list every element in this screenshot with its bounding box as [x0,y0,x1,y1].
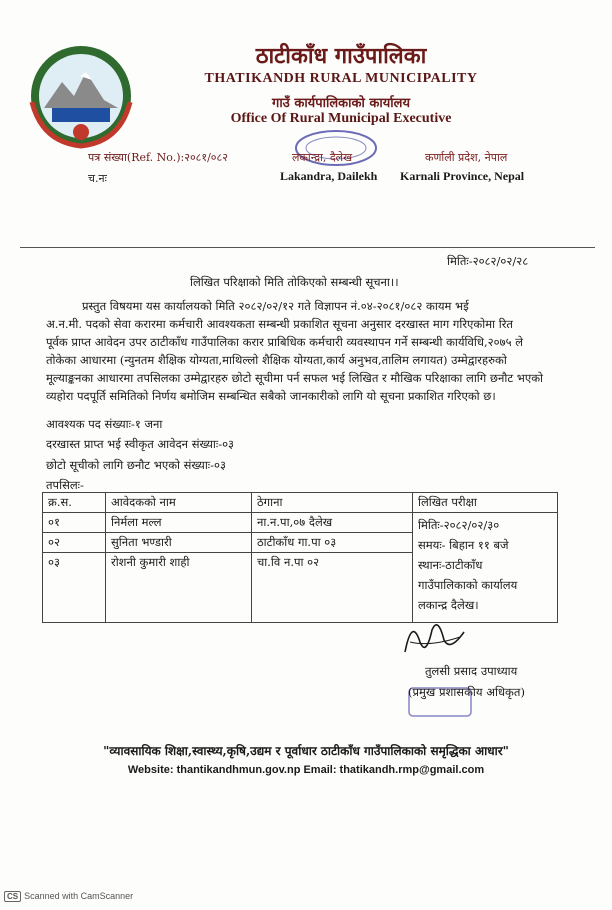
address-cell: ना.न.पा,०७ दैलेख [252,513,413,533]
scanner-watermark [4,891,133,902]
table-row [43,513,558,533]
camscanner-icon: CS [4,891,21,902]
notice-paragraph [46,297,566,405]
letter-date: मितिः-२०८२/०२/२८ [447,254,529,268]
exam-venue: स्थानः-ठाटीकाँध [418,558,483,572]
column-header: क्र.स. [43,493,106,513]
serial-cell: ०२ [43,533,106,553]
header-divider [20,247,595,248]
column-header: आवेदकको नाम [106,493,252,513]
municipality-name-nepali: ठाटीकाँध गाउँपालिका [255,43,427,69]
province-english: Karnali Province, Nepal [400,169,525,183]
candidates-table [42,492,558,623]
name-cell: रोशनी कुमारी शाही [106,553,252,623]
office-name-english: Office Of Rural Municipal Executive [230,111,452,126]
name-cell: सुनिता भण्डारी [106,533,252,553]
paragraph-line: व्यहोरा पदपूर्ति समितिको निर्णय बमोजिम सम्बन्धित सबैको जानकारीको लागि यो सूचना प्रकाशित गरिएको छ। [46,389,496,403]
name-cell: निर्मला मल्ल [106,513,252,533]
exam-time: समयः- बिहान ११ बजे [418,538,509,552]
scanner-text: Scanned with CamScanner [24,891,134,901]
shortlisted-count: छोटो सूचीको लागि छनौट भएको संख्याः-०३ [46,458,226,472]
dispatch-number: च.नः [88,172,107,185]
footer-slogan: "व्यावसायिक शिक्षा,स्वास्थ्य,कृषि,उद्यम र पूर्वाधार ठाटीकाँध गाउँपालिकाको समृद्धिका आधार" [103,744,509,758]
location-english: Lakandra, Dailekh [280,169,378,183]
required-posts: आवश्यक पद संख्याः-१ जना [46,417,163,431]
municipality-name-english: THATIKANDH RURAL MUNICIPALITY [204,71,478,86]
paragraph-line: पूर्वक प्राप्त आवेदन उपर ठाटीकाँध गाउँपालिका करार प्राबिधिक कर्मचारी व्यवस्थापन गर्ने सम्बन्धी कार्यविधि,२०७५ ले [46,335,524,349]
exam-venue: गाउँपालिकाको कार्यालय [418,578,518,592]
paragraph-line: अ.न.मी. पदको सेवा करारमा कर्मचारी आवश्यकता सम्बन्धी प्रकाशित सूचना अनुसार दरखास्त माग गरिएकोमा रित [46,317,513,331]
accepted-applications: दरखास्त प्राप्त भई स्वीकृत आवेदन संख्याः-०३ [46,437,235,451]
paragraph-line: प्रस्तुत विषयमा यस कार्यालयको मिति २०८२/०२/१२ गते विज्ञापन नं.०४-२०८१/०८२ कायम भई [82,299,469,313]
exam-venue: लकान्द्र दैलेख। [418,598,479,612]
tapasil-label: तपसिलः- [46,478,84,492]
serial-cell: ०१ [43,513,106,533]
notice-subject: लिखित परिक्षाको मिति तोकिएको सम्बन्धी सूचना।। [190,275,399,289]
exam-date: मितिः-२०८२/०२/३० [418,518,500,532]
column-header: ठेगाना [252,493,413,513]
serial-cell: ०३ [43,553,106,623]
column-header: लिखित परीक्षा [413,493,558,513]
signatory-title: (प्रमुख प्रशासकीय अधिकृत) [408,685,525,699]
province-nepali: कर्णाली प्रदेश, नेपाल [425,151,508,164]
signature [400,612,470,662]
paragraph-line: तोकेका आधारमा (न्युनतम शैक्षिक योग्यता,माथिल्लो शैक्षिक योग्यता,कार्य अनुभव,तालिम लगायत) उम्मेद्वारहरुको [46,353,507,367]
footer-contact: Website: thantikandhmun.gov.np Email: thatikandh.rmp@gmail.com [127,764,485,776]
exam-info-cell [413,513,558,623]
reference-number: पत्र संख्या(Ref. No.):२०८१/०८२ [88,151,228,164]
paragraph-line: मूल्याङ्कनका आधारमा तपसिलका उम्मेद्वारहरु छोटो सूचीमा पर्न सफल भई लिखित र मौखिक परिक्षाका लागि छनौट भएको [46,371,544,385]
address-cell: चा.वि न.पा ०२ [252,553,413,623]
address-cell: ठाटीकाँध गा.पा ०३ [252,533,413,553]
table-header-row [43,493,558,513]
office-name-nepali: गाउँ कार्यपालिकाको कार्यालय [272,96,410,111]
signatory-name: तुलसी प्रसाद उपाध्याय [425,664,518,678]
location-nepali: लकान्द्रा, दैलेख [292,151,353,164]
